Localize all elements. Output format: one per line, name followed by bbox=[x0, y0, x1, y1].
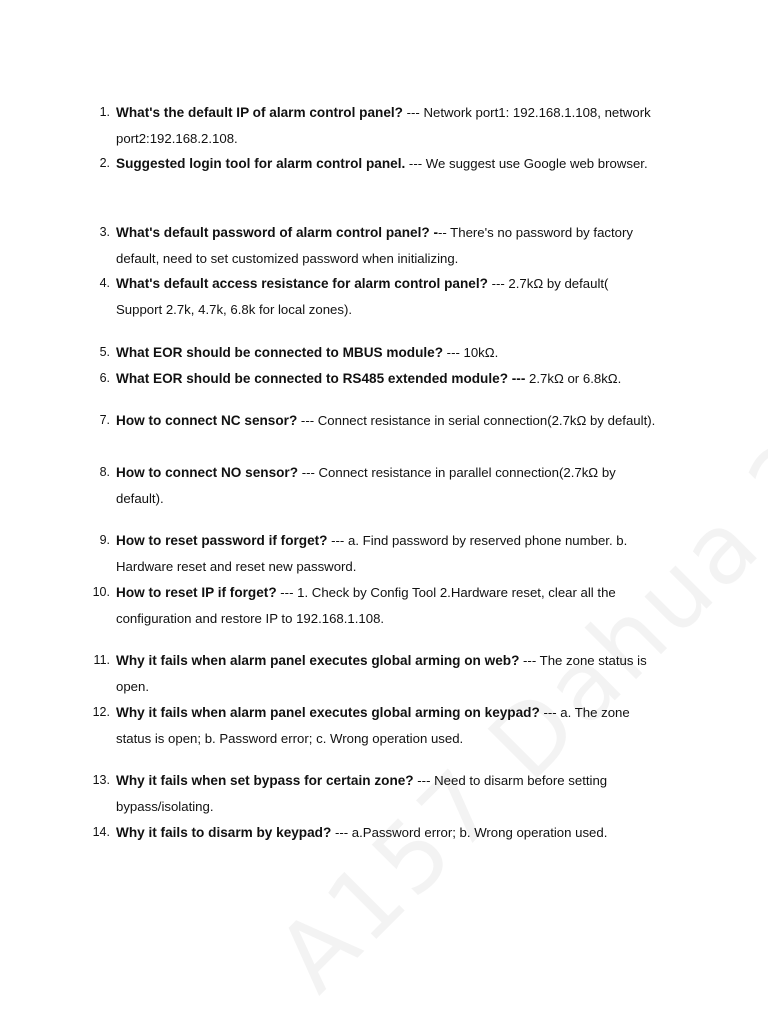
item-number: 10. bbox=[92, 585, 110, 599]
question: What's default access resistance for alarm control panel? bbox=[116, 276, 488, 291]
answer: --- Network port1: 192.168.1.108, network port2:192.168.2.108. bbox=[116, 105, 651, 146]
watermark bbox=[256, 39, 768, 1013]
question: What EOR should be connected to MBUS module? bbox=[116, 345, 444, 360]
item-number: 9. bbox=[99, 533, 110, 547]
answer: --- 10kΩ. bbox=[443, 345, 499, 360]
question: What's default password of alarm control panel? - bbox=[116, 225, 438, 240]
item-number: 14. bbox=[92, 825, 110, 839]
item-number: 5. bbox=[99, 345, 110, 359]
item-number: 7. bbox=[99, 413, 110, 427]
item-number: 6. bbox=[99, 371, 110, 385]
answer: --- We suggest use Google web browser. bbox=[405, 156, 648, 171]
answer: --- The zone status is open. bbox=[116, 653, 647, 694]
item-number: 4. bbox=[99, 276, 110, 290]
question: Why it fails to disarm by keypad? bbox=[116, 825, 332, 840]
question: What EOR should be connected to RS485 extended module? --- bbox=[116, 371, 526, 386]
question: Suggested login tool for alarm control panel. bbox=[116, 156, 406, 171]
answer: --- a.Password error; b. Wrong operation used. bbox=[331, 825, 608, 840]
answer: --- Need to disarm before setting bypass/isolating. bbox=[116, 773, 608, 814]
item-number: 12. bbox=[92, 705, 110, 719]
question: How to reset password if forget? bbox=[116, 533, 328, 548]
question: What's the default IP of alarm control panel? bbox=[116, 105, 403, 120]
answer: --- Connect resistance in parallel connection(2.7kΩ by default). bbox=[116, 465, 616, 506]
question: Why it fails when alarm panel executes global arming on web? bbox=[116, 653, 520, 668]
question: Why it fails when set bypass for certain zone? bbox=[116, 773, 414, 788]
question: How to connect NO sensor? bbox=[116, 465, 299, 480]
answer: --- a. The zone status is open; b. Password error; c. Wrong operation used. bbox=[116, 705, 630, 746]
answer: -- There's no password by factory default, need to set customized password when initializing. bbox=[116, 225, 634, 266]
question: Why it fails when alarm panel executes global arming on keypad? bbox=[116, 705, 540, 720]
item-number: 3. bbox=[99, 225, 110, 239]
answer: --- 2.7kΩ by default( Support 2.7k, 4.7k, 6.8k for local zones). bbox=[116, 276, 609, 317]
question: How to connect NC sensor? bbox=[116, 413, 298, 428]
item-number: 11. bbox=[93, 653, 110, 667]
item-number: 2. bbox=[99, 156, 110, 170]
answer: --- a. Find password by reserved phone number. b. Hardware reset and reset new password. bbox=[116, 533, 628, 574]
question: How to reset IP if forget? bbox=[116, 585, 277, 600]
item-number: 13. bbox=[92, 773, 110, 787]
item-number: 8. bbox=[99, 465, 110, 479]
answer: --- Connect resistance in serial connection(2.7kΩ by default). bbox=[297, 413, 656, 428]
answer: 2.7kΩ or 6.8kΩ. bbox=[525, 371, 622, 386]
answer: --- 1. Check by Config Tool 2.Hardware reset, clear all the configuration and restore IP to 192.168.1.108. bbox=[116, 585, 616, 626]
item-number: 1. bbox=[99, 105, 110, 119]
